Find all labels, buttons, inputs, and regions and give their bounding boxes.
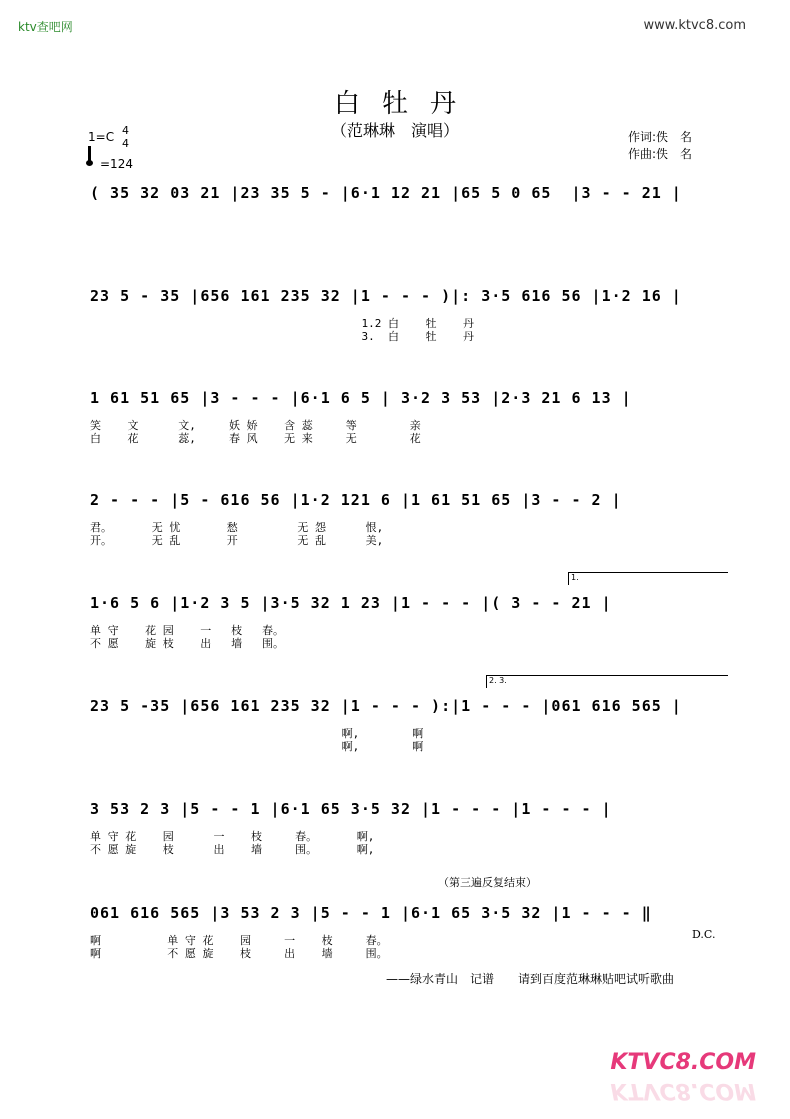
lyrics-verse-2: 啊 不 愿 旋 枝 出 墙 围。 — [90, 947, 388, 960]
key-signature: 1=C — [88, 130, 115, 144]
lyrics-verse-2: 3. 白 牡 丹 — [90, 330, 474, 343]
da-capo-mark: D.C. — [692, 928, 716, 941]
lyrics-verse-2: 白 花 蕊, 春 风 无 来 无 花 — [90, 432, 421, 445]
lyrics-verse-1: 单 守 花 园 一 枝 春。 啊, — [90, 830, 375, 843]
notation-line: 1 61 51 65 |3 - - - |6·1 6 5 | 3·2 3 53 |2·3 21 6 13 | — [90, 389, 632, 407]
lyrics-verse-2: 不 愿 旋 枝 出 墙 围。 — [90, 637, 284, 650]
volta-first-ending: 1. — [568, 572, 728, 585]
notation-line: 3 53 2 3 |5 - - 1 |6·1 65 3·5 32 |1 - - - |1 - - - | — [90, 800, 612, 818]
composer-credit: 作曲:佚 名 — [628, 147, 693, 161]
lyrics-verse-2: 开。 无 乱 开 无 乱 美, — [90, 534, 384, 547]
lyrics-verse-1: 单 守 花 园 一 枝 春。 — [90, 624, 284, 637]
song-title: 白牡丹 — [333, 89, 478, 119]
notation-line: 1·6 5 6 |1·2 3 5 |3·5 32 1 23 |1 - - - |( 3 - - 21 | — [90, 594, 612, 612]
site-name-left: ktv查吧网 — [18, 20, 73, 34]
repeat-end-note: （第三遍反复结束） — [438, 876, 537, 889]
notation-line: 2 - - - |5 - 616 56 |1·2 121 6 |1 61 51 65 |3 - - 2 | — [90, 491, 622, 509]
notation-line: 23 5 -35 |656 161 235 32 |1 - - - ):|1 - - - |061 616 565 | — [90, 697, 682, 715]
tempo: =124 — [100, 157, 133, 171]
ktvc8-logo: KTVC8.COM — [610, 1050, 756, 1075]
volta-second-ending: 2. 3. — [486, 675, 728, 688]
notation-line: 23 5 - 35 |656 161 235 32 |1 - - - )|: 3·5 616 56 |1·2 16 | — [90, 287, 682, 305]
time-signature — [122, 124, 129, 150]
transcriber-footer: ——绿水青山 记谱 请到百度范琳琳贴吧试听歌曲 — [386, 972, 675, 986]
lyrics-verse-2: 啊, 啊 — [90, 740, 424, 753]
lyrics-verse-1: 笑 文 文, 妖 娇 含 蕊 等 亲 — [90, 419, 421, 432]
ktvc8-logo-reflection: KTVC8.COM — [610, 1078, 756, 1103]
meter-bottom: 4 — [122, 137, 129, 150]
lyricist-credit: 作词:佚 名 — [628, 130, 693, 144]
lyrics-verse-1: 君。 无 忧 愁 无 怨 恨, — [90, 521, 384, 534]
lyrics-verse-1: 1.2 白 牡 丹 — [90, 317, 474, 330]
notation-line: ( 35 32 03 21 |23 35 5 - |6·1 12 21 |65 5 0 65 |3 - - 21 | — [90, 184, 682, 202]
lyrics-verse-1: 啊, 啊 — [90, 727, 424, 740]
site-url-right[interactable]: www.ktvc8.com — [643, 18, 746, 33]
notation-line: 061 616 565 |3 53 2 3 |5 - - 1 |6·1 65 3·5 32 |1 - - - ‖ — [90, 904, 652, 922]
performer: （范琳琳 演唱） — [330, 121, 459, 140]
meter-top: 4 — [122, 124, 129, 137]
lyrics-verse-1: 啊 单 守 花 园 一 枝 春。 — [90, 934, 388, 947]
quarter-note-head-icon — [86, 160, 93, 166]
lyrics-verse-2: 不 愿 旋 枝 出 墙 围。 啊, — [90, 843, 375, 856]
